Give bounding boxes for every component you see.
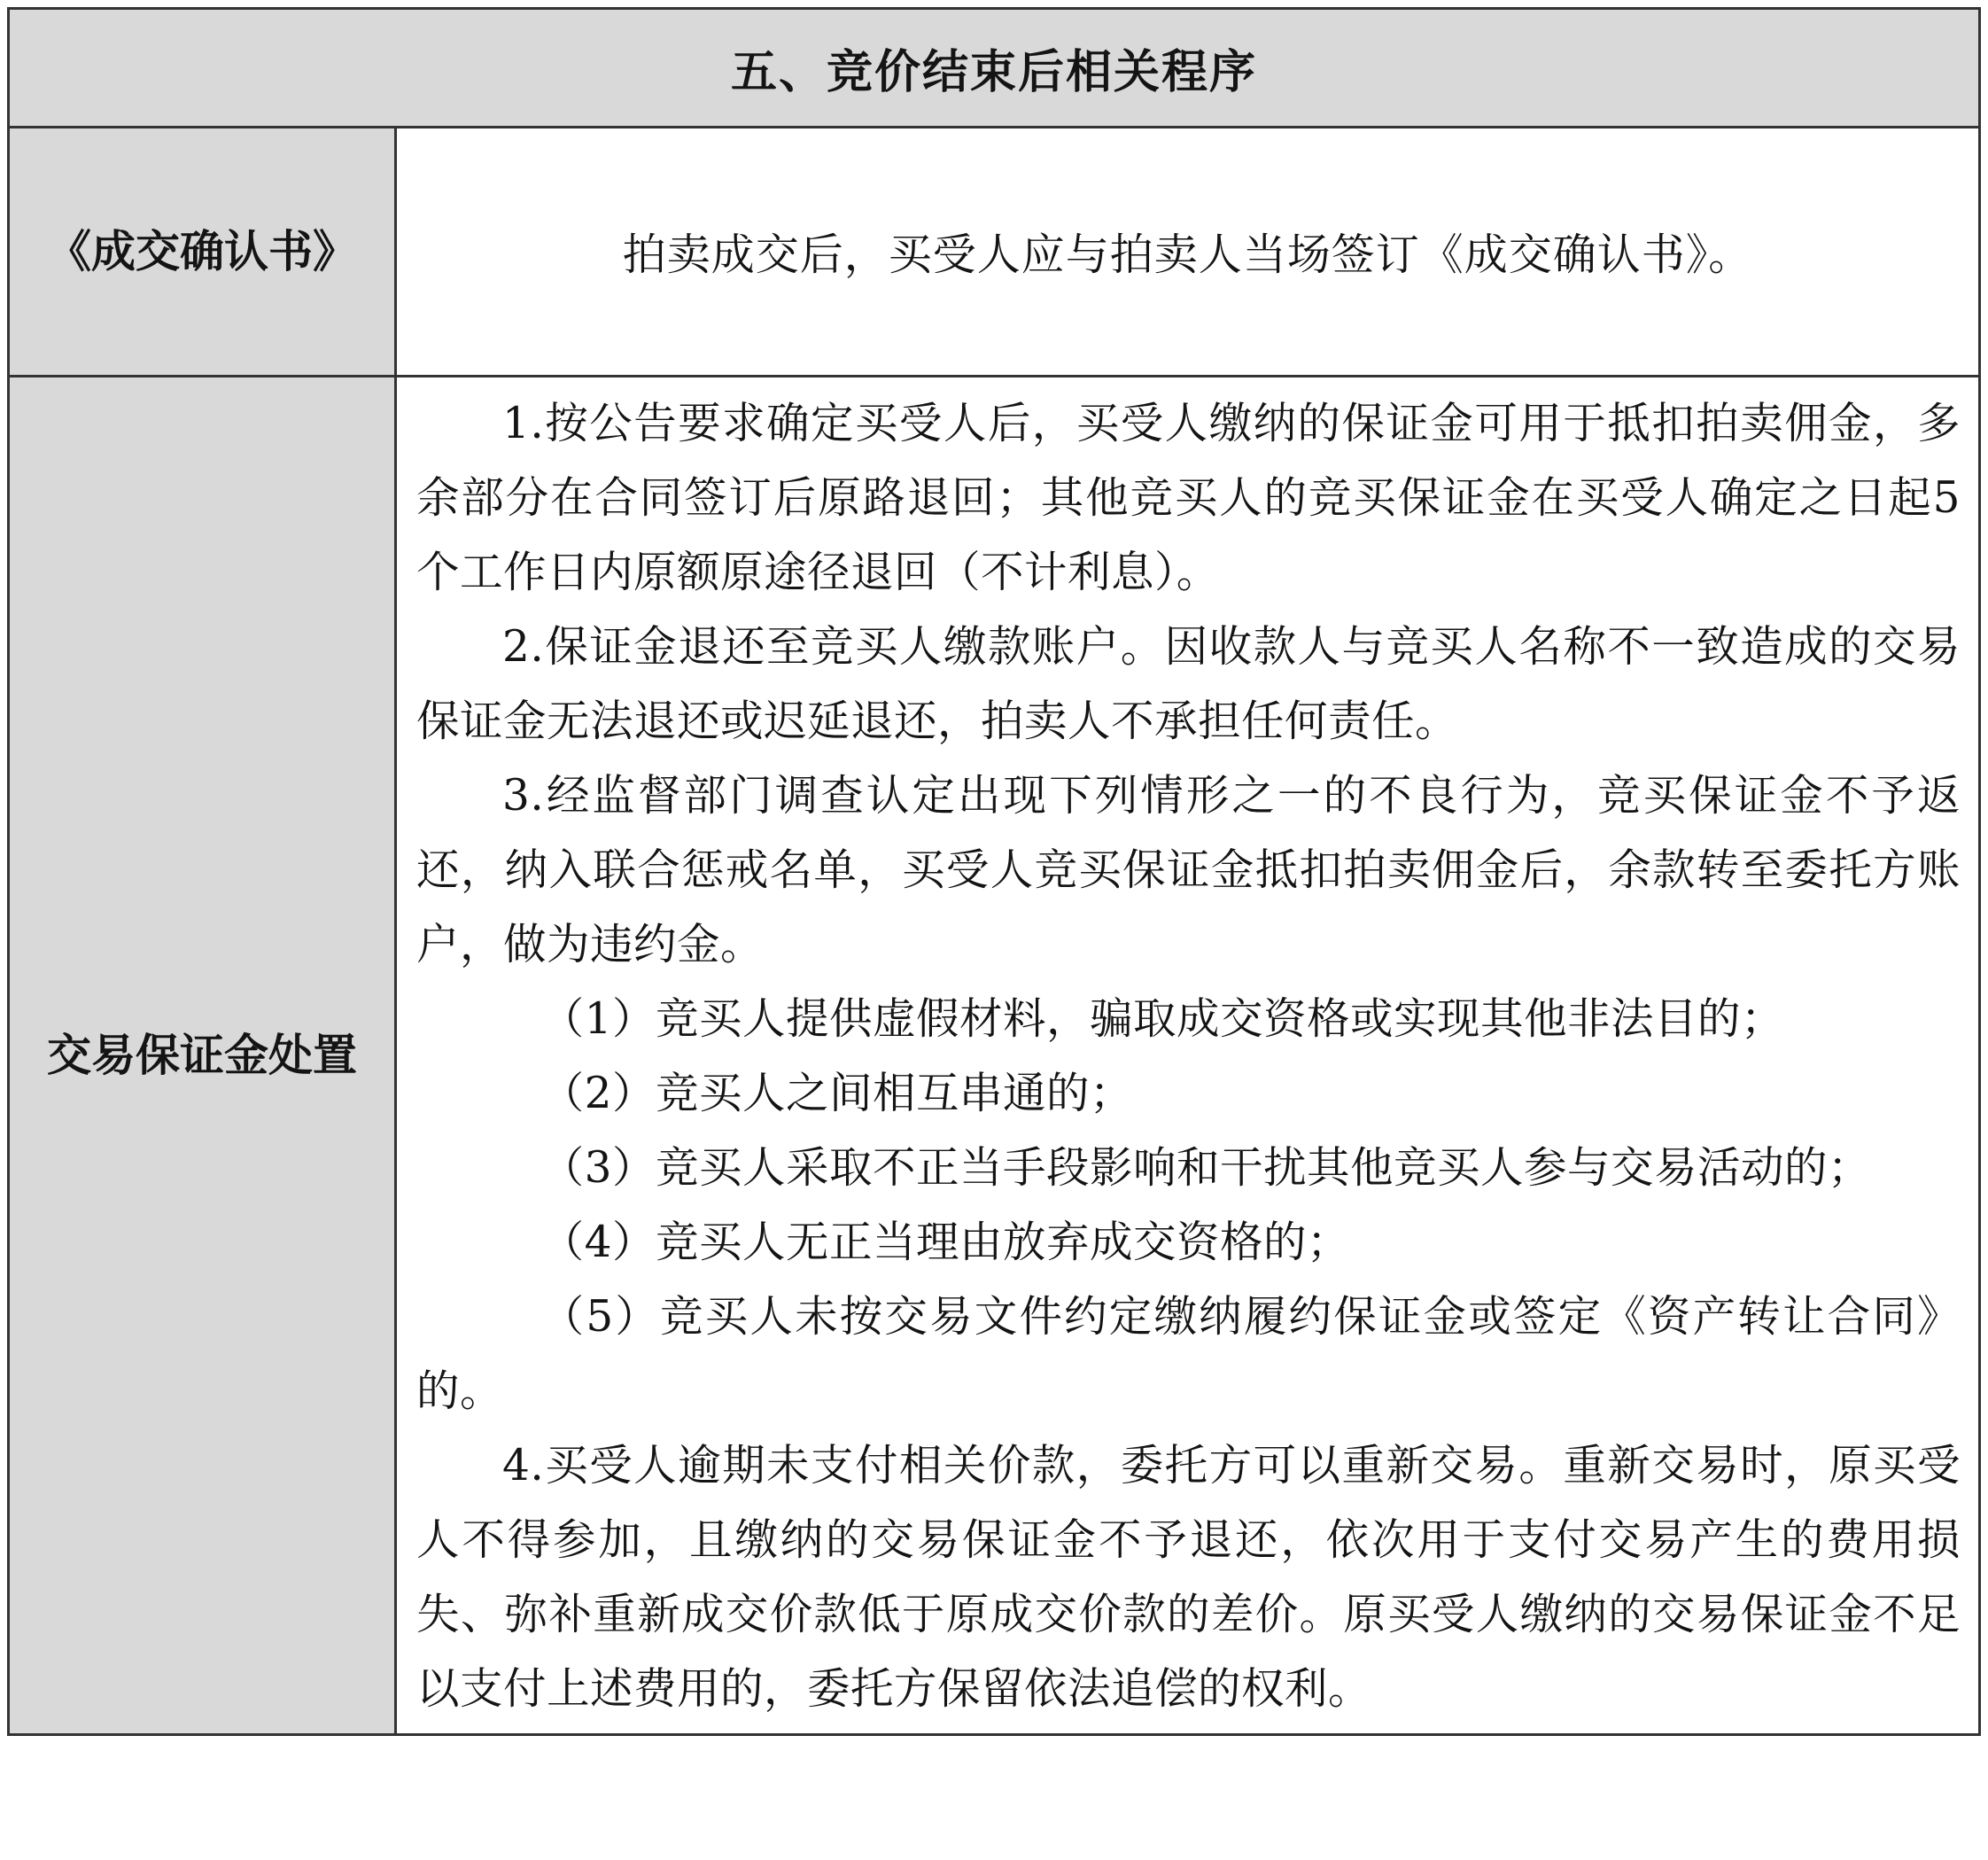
sub-item-2: （2）竞买人之间相互串通的； <box>540 1069 1133 1118</box>
deposit-disposal-row <box>9 377 1980 1735</box>
sub-item-1: （1）竞买人提供虚假材料，骗取成交资格或实现其他非法目的； <box>540 994 1784 1044</box>
deposit-disposal-label: 交易保证金处置 <box>9 377 396 1735</box>
deposit-disposal-content <box>396 377 1980 1735</box>
sub-item-4: （4）竞买人无正当理由放弃成交资格的； <box>540 1218 1350 1267</box>
sub-item-3: （3）竞买人采取不正当手段影响和干扰其他竞买人参与交易活动的； <box>540 1143 1871 1193</box>
paragraph-4: 4.买受人逾期未支付相关价款，委托方可以重新交易。重新交易时，原买受人不得参加，且缴纳的交易保证金不予退还，依次用于支付交易产生的费用损失、弥补重新成交价款低于原成交价款的差价。原买受人缴纳的交易保证金不足以支付上述费用的，委托方保留依法追偿的权利。 <box>416 1441 1961 1714</box>
header-row <box>9 9 1980 128</box>
section-title: 五、竞价结束后相关程序 <box>9 9 1980 128</box>
confirmation-text: 拍卖成交后，买受人应与拍卖人当场签订《成交确认书》。 <box>396 128 1980 377</box>
procedure-table <box>7 7 1981 1736</box>
confirmation-label: 《成交确认书》 <box>9 128 396 377</box>
paragraph-3: 3.经监督部门调查认定出现下列情形之一的不良行为，竞买保证金不予返还，纳入联合惩戒名单，买受人竞买保证金抵扣拍卖佣金后，余款转至委托方账户，做为违约金。 <box>416 771 1961 969</box>
sub-item-5: （5）竞买人未按交易文件约定缴纳履约保证金或签定《资产转让合同》的。 <box>416 1292 1961 1416</box>
paragraph-1: 1.按公告要求确定买受人后，买受人缴纳的保证金可用于抵扣拍卖佣金，多余部分在合同签订后原路退回；其他竞买人的竞买保证金在买受人确定之日起5个工作日内原额原途径退回（不计利息）。 <box>416 399 1961 597</box>
confirmation-row <box>9 128 1980 377</box>
paragraph-2: 2.保证金退还至竞买人缴款账户。因收款人与竞买人名称不一致造成的交易保证金无法退还或迟延退还，拍卖人不承担任何责任。 <box>416 622 1961 746</box>
